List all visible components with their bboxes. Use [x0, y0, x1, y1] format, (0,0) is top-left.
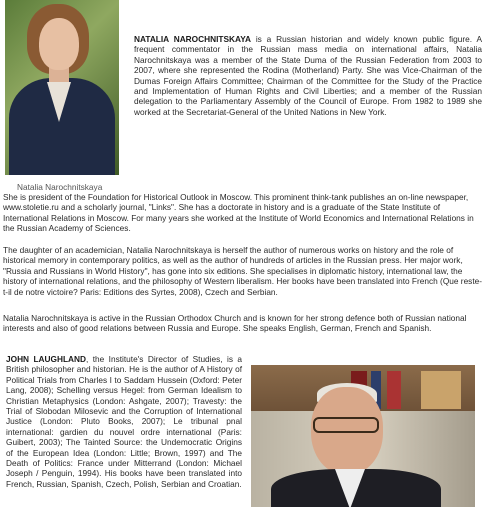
natalia-intro-paragraph [134, 34, 482, 117]
john-bio-paragraph [6, 354, 242, 489]
natalia-paragraph-2: The daughter of an academician, Natalia Narochnitskaya is herself the author of numerous works on history and the role of historical memory in contemporary politics, as well as the author of hundreds of articles in the Russian press. Her major work, "Russia and Russians in World History", has gone into six editions. She specialises in diplomatic history, international law, the history of international relations, and the philosophy of Western liberalism. Her books have been translated into French (Que reste-t-il de notre victoire? Paris: Editions des Syrtes, 2008), Czech and Serbian. [3, 245, 483, 297]
natalia-photo-caption: Natalia Narochnitskaya [17, 182, 103, 192]
natalia-intro-text: is a Russian historian and widely known public figure. A frequent commentator in the Russian mass media on international affairs, Natalia Narochnitskaya was a member of the State Duma of the Russian Federation from 2003 to 2007, where she represented the Rodina (Motherland) Party. She was Vice-Chairman of the Dumas Foreign Affairs Committee; Chairman of the Committee for the Study of the Practice and Implementation of Human Rights and Civil Liberties; and a member of the Russian delegation to the Parliamentary Assembly of the Council of Europe. From 1982 to 1989 she worked at the Secretariat-General of the United Nations in New York. [134, 34, 482, 117]
natalia-paragraph-1: She is president of the Foundation for Historical Outlook in Moscow. This prominent think-tank publishes an on-line newspaper, www.stoletie.ru and a scholarly journal, "Links". She has a doctorate in history and is a graduate of the State Institute of International Relations in Moscow. For many years she worked at the Institute of World Economics and International Relations in the Russian Academy of Sciences. [3, 192, 474, 234]
john-photo [251, 365, 475, 507]
natalia-paragraph-3: Natalia Narochnitskaya is active in the Russian Orthodox Church and is known for her strong defence both of Russian national interests and also of good relations between Russia and Europe. She speaks English, German, French and Spanish. [3, 313, 467, 334]
natalia-name: NATALIA NAROCHNITSKAYA [134, 34, 251, 44]
john-bio-text: , the Institute's Director of Studies, is a British philosopher and historian. He is the author of A History of Political Trials from Charles I to Saddam Hussein (Oxford: Peter Lang, 2008); Schelling versus Hegel: from German Idealism to Christian Metaphysics (London: Ashgate, 2007); Travesty: the Trial of Slobodan Milosevic and the Corruption of International Justice (London: Pluto Books, 2007); Le tribunal pnal international: gardien du nouvel ordre international (Paris: Guibert, 2003); The Tainted Source: the Undemocratic Origins of the European Idea (London: Little; Brown, 1997) and The Death of Politics: France under Mitterrand (London: Michael Joseph / Penguin, 1994). His books have been translated into French, Russian, Spanish, Czech, Polish, Serbian and Croatian. [6, 354, 242, 489]
natalia-photo [5, 0, 119, 175]
john-name: JOHN LAUGHLAND [6, 354, 86, 364]
